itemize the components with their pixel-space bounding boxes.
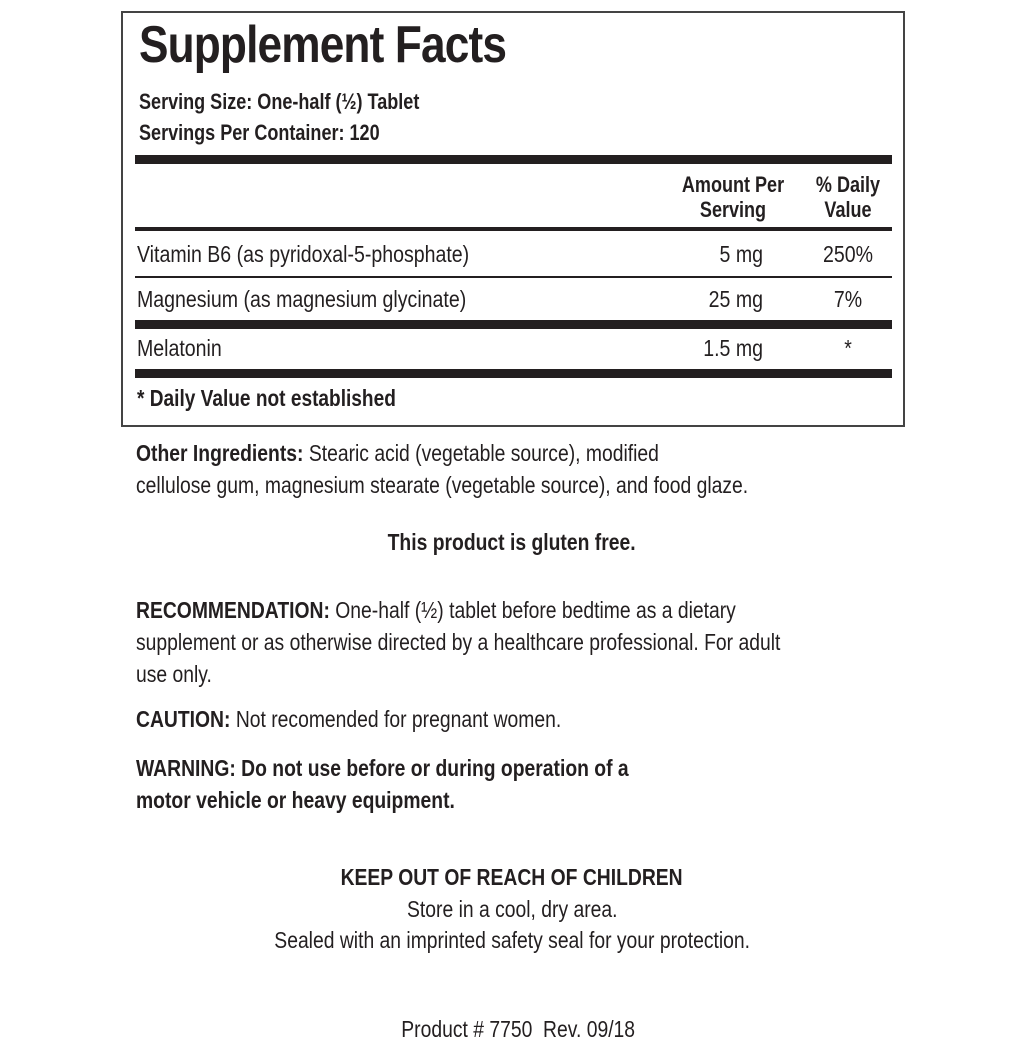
other-ingredients-text-2: cellulose gum, magnesium stearate (vegetable source), and food glaze. xyxy=(136,472,749,498)
product-number: Product # 7750 Rev. 09/18 xyxy=(401,1016,636,1042)
thick-divider xyxy=(135,369,892,378)
safety-seal-notice: Sealed with an imprinted safety seal for your protection. xyxy=(274,927,750,953)
nutrient-amount-magnesium: 25 mg xyxy=(708,286,763,312)
other-ingredients-label: Other Ingredients: xyxy=(136,440,304,466)
nutrient-amount-vitamin-b6: 5 mg xyxy=(719,241,763,267)
recommendation-text-2: supplement or as otherwise directed by a healthcare professional. For adult xyxy=(136,629,781,655)
thick-divider xyxy=(135,155,892,164)
panel-title: Supplement Facts xyxy=(139,16,507,74)
nutrient-dv-melatonin: * xyxy=(844,335,852,361)
row-divider xyxy=(135,276,892,278)
recommendation-text-3: use only. xyxy=(136,661,212,687)
keep-out-of-reach: KEEP OUT OF REACH OF CHILDREN xyxy=(340,864,684,890)
other-ingredients xyxy=(136,437,748,501)
other-ingredients-text-1: Stearic acid (vegetable source), modified xyxy=(303,440,659,466)
nutrient-amount-melatonin: 1.5 mg xyxy=(703,335,763,361)
servings-per-container: Servings Per Container: 120 xyxy=(139,120,380,145)
caution-label: CAUTION: xyxy=(136,706,231,732)
supplement-facts-panel xyxy=(121,11,905,427)
recommendation-text-1: One-half (½) tablet before bedtime as a dietary xyxy=(329,597,736,623)
nutrient-name-vitamin-b6: Vitamin B6 (as pyridoxal-5-phosphate) xyxy=(137,241,470,267)
daily-value-header: % Daily Value xyxy=(815,172,881,222)
nutrient-dv-vitamin-b6: 250% xyxy=(822,241,873,267)
caution-text: Not recomended for pregnant women. xyxy=(230,706,562,732)
recommendation-label: RECOMMENDATION: xyxy=(136,597,330,623)
thick-divider xyxy=(135,320,892,329)
serving-size: Serving Size: One-half (½) Tablet xyxy=(139,89,420,114)
warning xyxy=(136,752,629,816)
recommendation xyxy=(136,594,780,690)
caution xyxy=(136,703,561,735)
nutrient-name-magnesium: Magnesium (as magnesium glycinate) xyxy=(137,286,467,312)
storage-instructions: Store in a cool, dry area. xyxy=(406,896,618,922)
nutrient-name-melatonin: Melatonin xyxy=(137,335,222,361)
gluten-free-statement: This product is gluten free. xyxy=(388,529,636,555)
header-divider xyxy=(135,227,892,231)
daily-value-footnote: * Daily Value not established xyxy=(137,385,396,411)
nutrient-dv-magnesium: 7% xyxy=(833,286,863,312)
warning-text-1: WARNING: Do not use before or during operation of a xyxy=(136,755,629,781)
amount-per-serving-header: Amount Per Serving xyxy=(681,172,785,222)
warning-text-2: motor vehicle or heavy equipment. xyxy=(136,787,455,813)
